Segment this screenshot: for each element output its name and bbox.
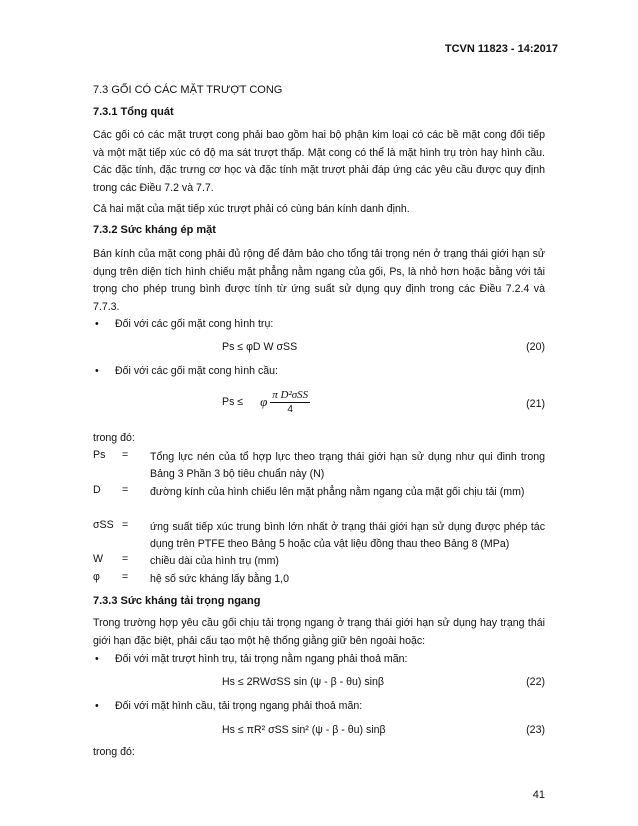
def-symbol: Ps: [93, 449, 106, 461]
equation-21-number: (21): [526, 398, 545, 410]
def-text: Tổng lực nén của tổ hợp lực theo trạng thái giới hạn sử dụng như qui đinh trong Bảng 3 Phần 3 bộ tiêu chuẩn này (N): [150, 451, 545, 480]
fraction-denominator: 4: [287, 404, 293, 415]
where-label: trong đó:: [93, 432, 135, 444]
section-title: 7.3 GỐI CÓ CÁC MẶT TRƯỢT CONG: [93, 84, 283, 96]
def-symbol: φ: [93, 571, 100, 583]
paragraph-radius: Cả hai mặt của mặt tiếp xúc trượt phải có cùng bán kính danh định.: [93, 203, 410, 215]
bullet-icon: •: [95, 653, 99, 665]
def-symbol: σSS: [93, 519, 114, 531]
bullet-icon: •: [95, 318, 99, 330]
heading-7-3-3: 7.3.3 Sức kháng tải trọng ngang: [93, 595, 261, 607]
def-symbol: W: [93, 553, 103, 565]
paragraph-general: Các gối có các mặt trượt cong phải bao gồm hai bộ phận kim loại có các bề mặt cong đối tiếp và một mặt tiếp xúc có độ ma sát trượt thấp. Mặt cong có thể là mặt hình trụ tròn hay hình cầu. Các đặc tính, đặc trưng cơ học và đặc tính mặt trượt phải đáp ứng các yêu cầu được quy định trong các Điều 7.2 và 7.7.: [93, 129, 545, 194]
heading-7-3-2: 7.3.2 Sức kháng ép mặt: [93, 224, 216, 236]
def-equals: =: [122, 571, 129, 583]
equation-23: Hs ≤ πR² σSS sin² (ψ - β - θu) sinβ: [222, 724, 386, 736]
def-symbol: D: [93, 484, 101, 496]
equation-20-number: (20): [526, 341, 545, 353]
bullet-text: Đối với mặt trượt hình trụ, tải trọng nằm ngang phải thoả mãn:: [115, 653, 408, 665]
fraction-numerator: π D²σSS: [272, 389, 309, 401]
def-text: ứng suất tiếp xúc trung bình lớn nhất ở trạng thái giới hạn sử dụng được phép tác dụng trên PTFE theo Bảng 5 hoặc của vật liệu đồng thau theo Bảng 8 (MPa): [150, 521, 545, 550]
phi-symbol: φ: [260, 394, 268, 409]
equation-23-number: (23): [526, 724, 545, 736]
def-equals: =: [122, 484, 129, 496]
equation-21-lhs: Ps ≤: [222, 396, 244, 408]
def-text: chiều dài của hình trụ (mm): [150, 555, 279, 567]
heading-7-3-1: 7.3.1 Tổng quát: [93, 106, 174, 118]
equation-20: Ps ≤ φD W σSS: [222, 341, 298, 353]
page-number: 41: [532, 789, 545, 801]
bullet-text: Đối với mặt hình cầu, tải trọng ngang phải thoả mãn:: [115, 700, 363, 712]
def-equals: =: [122, 553, 129, 565]
equation-21-fraction: [270, 389, 310, 415]
def-text: hệ số sức kháng lấy bằng 1,0: [150, 573, 290, 585]
def-equals: =: [122, 519, 129, 531]
bullet-icon: •: [95, 365, 99, 377]
paragraph-horizontal-load: Trong trường hợp yêu cầu gối chịu tải trọng ngang ở trạng thái giới hạn sử dụng hay trạng thái giới hạn đặc biệt, phải cấu tạo một hệ thống giằng giữ bên ngoài hoặc:: [93, 617, 545, 647]
def-equals: =: [122, 449, 129, 461]
equation-22: Hs ≤ 2RWσSS sin (ψ - β - θu) sinβ: [222, 676, 384, 688]
equation-21: [222, 389, 310, 415]
bullet-icon: •: [95, 700, 99, 712]
standard-header: TCVN 11823 - 14:2017: [444, 43, 558, 55]
equation-22-number: (22): [526, 676, 545, 688]
bullet-text: Đối với các gối mặt cong hình trụ:: [115, 318, 274, 330]
def-text: đường kính của hình chiếu lên mặt phẳng nằm ngang của mặt gối chịu tải (mm): [150, 486, 525, 498]
where-label: trong đó:: [93, 746, 135, 758]
bullet-text: Đối với các gối mặt cong hình cầu:: [115, 365, 278, 377]
paragraph-bearing-resistance: Bán kính của mặt cong phải đủ rộng để đảm bảo cho tổng tải trọng nén ở trạng thái giới hạn sử dụng trên diện tích hình chiếu mặt phẳng nằm ngang của gối, Ps, là nhỏ hơn hoặc bằng với tải trọng cho phép trung bình được tính từ ứng suất sử dụng quy định trong các Điều 7.2.4 và 7.7.3.: [93, 248, 545, 313]
